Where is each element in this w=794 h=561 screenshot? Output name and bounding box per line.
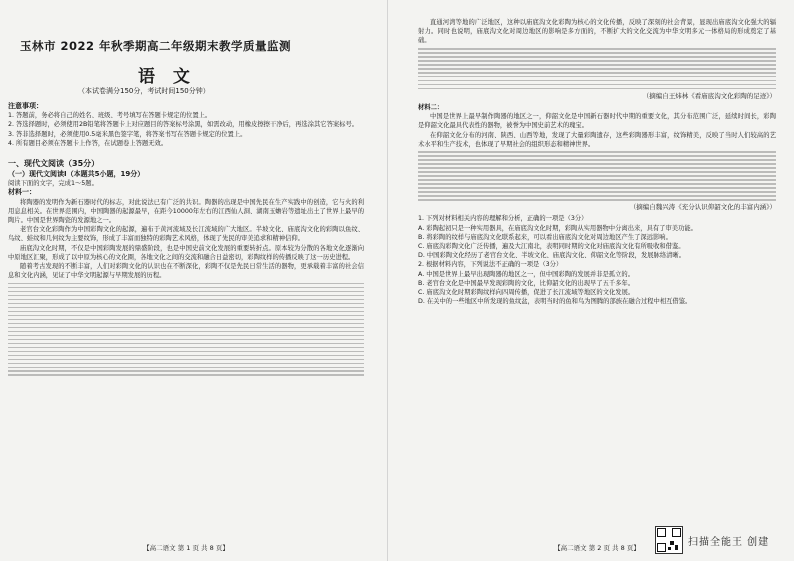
score-note: （本试卷满分150分，考试时间150分钟）: [78, 87, 210, 95]
option: A. 中国是世界上最早出现陶器的地区之一，但中国彩陶的发展并非是孤立的。: [418, 270, 634, 278]
subsection-heading: （一）现代文阅读Ⅰ（本题共5小题，19分）: [8, 170, 145, 178]
paragraph: 在仰韶文化分布的河南、陕西、山西等地，发现了大量彩陶遗存，这些彩陶器形丰富，纹饰精美，反映了当时人们较高的艺术水平和生产技术，也体现了早期社会的组织形态和精神世界。: [418, 131, 776, 148]
question: 1. 下列对材料相关内容的理解和分析，正确的一项是（3分）: [418, 215, 588, 223]
option: C. 庙底沟彩陶文化广泛传播，遍及大江南北，表明同时期的文化对庙底沟文化有所吸收和借鉴。: [418, 243, 685, 251]
source-citation: （摘编自王炜林《看庙底沟文化彩陶的足迹》）: [642, 91, 776, 100]
paragraph: 随着考古发现的不断丰富，人们对彩陶文化的认识也在不断深化，彩陶不仅是先民日常生活的器物，更承载着丰富的社会信息和文化内涵，见证了中华文明起源与早期发展的历程。: [8, 263, 364, 280]
page-divider: [387, 0, 388, 561]
instruction: 阅读下面的文字，完成1～5题。: [8, 180, 98, 188]
material-label: 材料二：: [418, 104, 444, 112]
scanner-watermark: 扫描全能王 创建: [688, 537, 770, 548]
question: 2. 根据材料内容，下列说法不正确的一项是（3分）: [418, 261, 563, 269]
notice-item: 3. 答非选择题时，必须使用0.5毫米黑色签字笔，将答案书写在答题卡规定的位置上。: [8, 130, 247, 138]
reading-block: [8, 170, 364, 378]
page-footer: 【高二语文 第 1 页 共 8 页】: [143, 544, 229, 552]
text-lines: [8, 283, 364, 376]
option: A. 彩陶起初只是一种实用器具，在庙底沟文化时期，彩陶从实用器物中分离出来，具有了审美功能。: [418, 224, 697, 232]
notice-heading: 注意事项：: [8, 102, 43, 110]
paragraph: 庙底沟文化时期，不仅是中国彩陶发展的鼎盛阶段，也是中国史前文化发展的重要转折点。原本较为分散的各地文化逐渐向中原地区汇聚，形成了以中原为核心的文化圈，各地文化之间的交流和融合日益密切，彩陶纹样的传播反映了这一历史进程。: [8, 244, 364, 261]
notice-item: 1. 答题前，务必将自己的姓名、班级、考号填写在答题卡规定的位置上。: [8, 112, 212, 120]
page-2: [418, 8, 776, 556]
material-label: 材料一：: [8, 188, 36, 197]
option: D. 在关中的一些地区中所发现的鱼纹盆，表明当时的鱼和鸟为图腾的部族在融合过程中相互借鉴。: [418, 298, 692, 306]
paragraph: 中国是世界上最早制作陶器的地区之一，仰韶文化是中国新石器时代中期的重要文化，其分布范围广泛，延续时间长，彩陶是仰韶文化最具代表性的器物，被誉为中国史前艺术的瑰宝。: [418, 113, 776, 130]
qr-code-icon: [655, 526, 683, 554]
page-1: [8, 8, 364, 556]
text-lines: [418, 151, 776, 200]
right-content: [418, 18, 776, 306]
notice-block: [8, 102, 364, 148]
option: C. 庙底沟文化时期彩陶纹样向四周传播，促进了长江流域等地区的文化发展。: [418, 289, 635, 297]
exam-title: 玉林市 2022 年秋季期高二年级期末教学质量监测: [20, 39, 292, 53]
subject-title: 语 文: [138, 67, 196, 87]
paragraph: 直通河湾等地的广泛地区，这种以庙底沟文化彩陶为核心的文化传播，反映了深刻的社会背景，显现出庙底沟文化强大的辐射力。同时也说明，庙底沟文化对周边地区的影响是多方面的，不断扩大的文化交流为中华文明多元一体格局的形成奠定了基础。: [418, 19, 776, 45]
text-lines: [418, 48, 776, 89]
notice-item: 2. 答选择题时，必须使用2B铅笔将答题卡上对应题目的答案标号涂黑，如需改动，用橡皮擦擦干净后，再选涂其它答案标号。: [8, 121, 359, 129]
option: D. 中国彩陶文化经历了老官台文化、半坡文化、庙底沟文化、仰韶文化等阶段，发展脉络清晰。: [418, 252, 686, 260]
notice-item: 4. 所有题目必须在答题卡上作答，在试题卷上答题无效。: [8, 139, 168, 147]
option: B. 老官台文化是中国最早发现彩陶的文化，比仰韶文化的出现早了五千多年。: [418, 279, 635, 287]
section-heading: 一、现代文阅读（35分）: [8, 159, 100, 168]
option: B. 将彩陶的纹样与庙底沟文化联系起来，可以看出庙底沟文化对周边地区产生了深远影响。: [418, 233, 672, 241]
paragraph: 老官台文化彩陶作为中国彩陶文化的起源，遍布于黄河流域及长江流域的广大地区。半坡文化、庙底沟文化的彩陶以鱼纹、鸟纹、蛙纹和几何纹为主要纹饰，形成了丰富而独特的彩陶艺术风格，体现了先民的审美追求和精神信仰。: [8, 226, 364, 243]
source-citation: （摘编自魏兴涛《充分认识仰韶文化的丰富内涵》）: [629, 203, 776, 212]
paragraph: 将陶器的发明作为新石器时代的标志，对此说法已有广泛的共识。陶器的出现是中国先民在生产实践中的创造，它与火的利用息息相关。在世界范围内，中国陶器的起源最早，在距今10000年左右的江西仙人洞、湖南玉蟾岩等遗址出土了世界上最早的陶片。中国是世界陶瓷的发源地之一。: [8, 198, 364, 225]
page-footer: 【高二语文 第 2 页 共 8 页】: [554, 544, 640, 552]
